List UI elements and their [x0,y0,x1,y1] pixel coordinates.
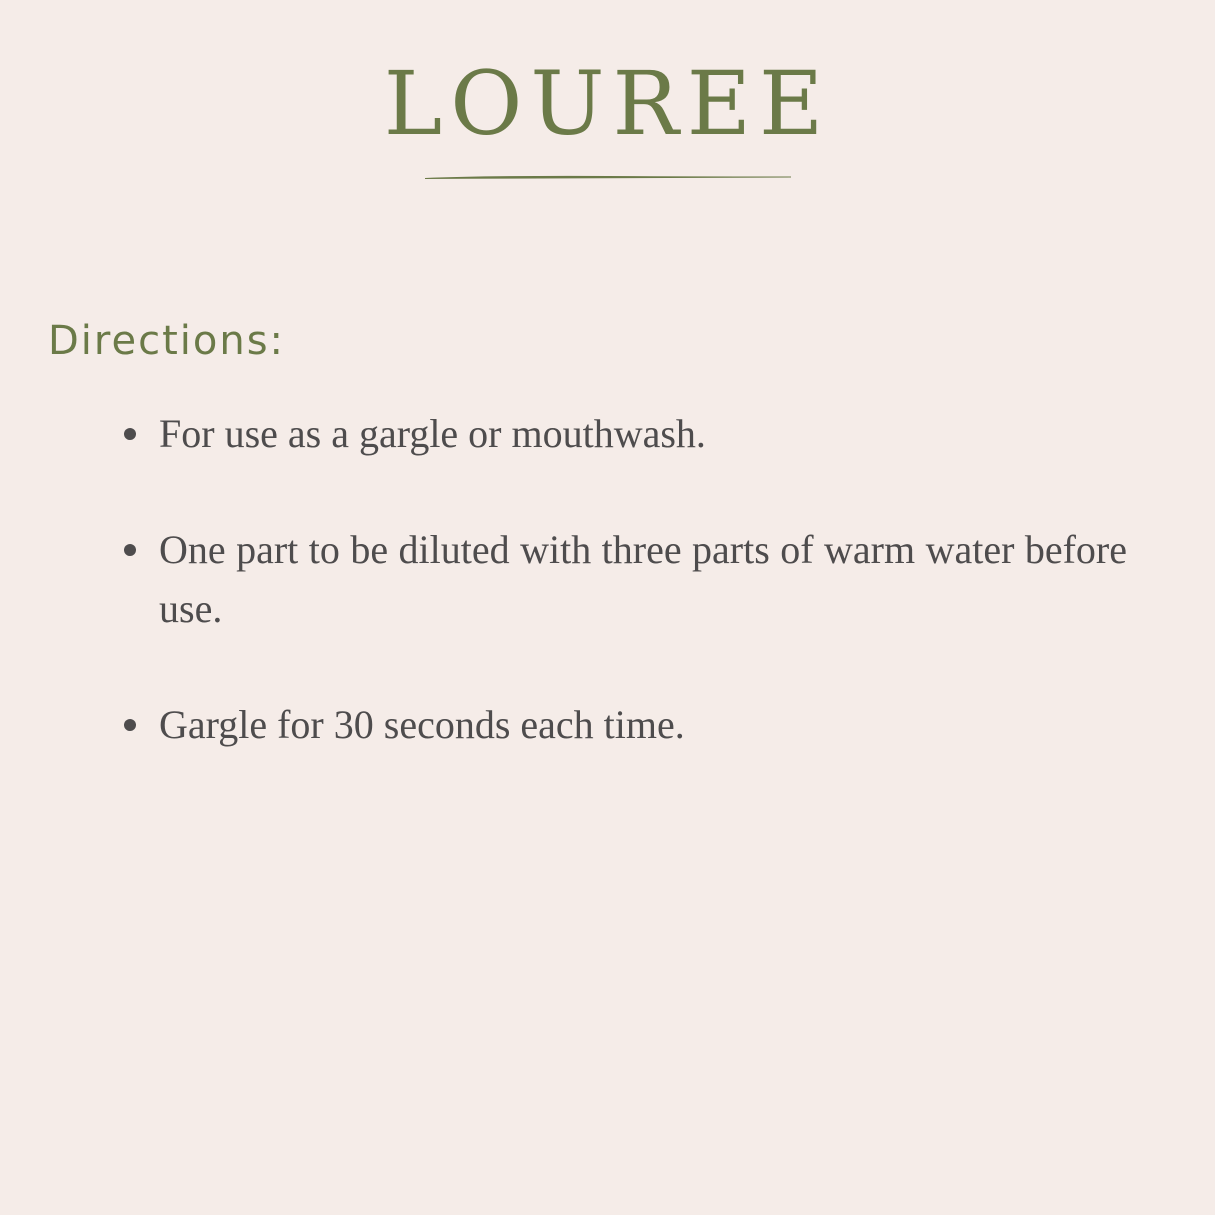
directions-list [0,404,1215,811]
bullet-icon [124,719,136,731]
list-item [159,520,1127,638]
bullet-icon [124,544,136,556]
list-item-text: Gargle for 30 seconds each time. [159,702,685,747]
list-item-text: One part to be diluted with three parts of warm water before use. [159,527,1127,631]
list-item [159,404,1127,463]
list-item [159,695,1127,754]
directions-heading: Directions: [48,318,286,364]
bullet-icon [124,428,136,440]
list-item-text: For use as a gargle or mouthwash. [159,411,706,456]
brand-logo-text: LOUREE [383,52,832,155]
brand-underline [423,174,793,180]
